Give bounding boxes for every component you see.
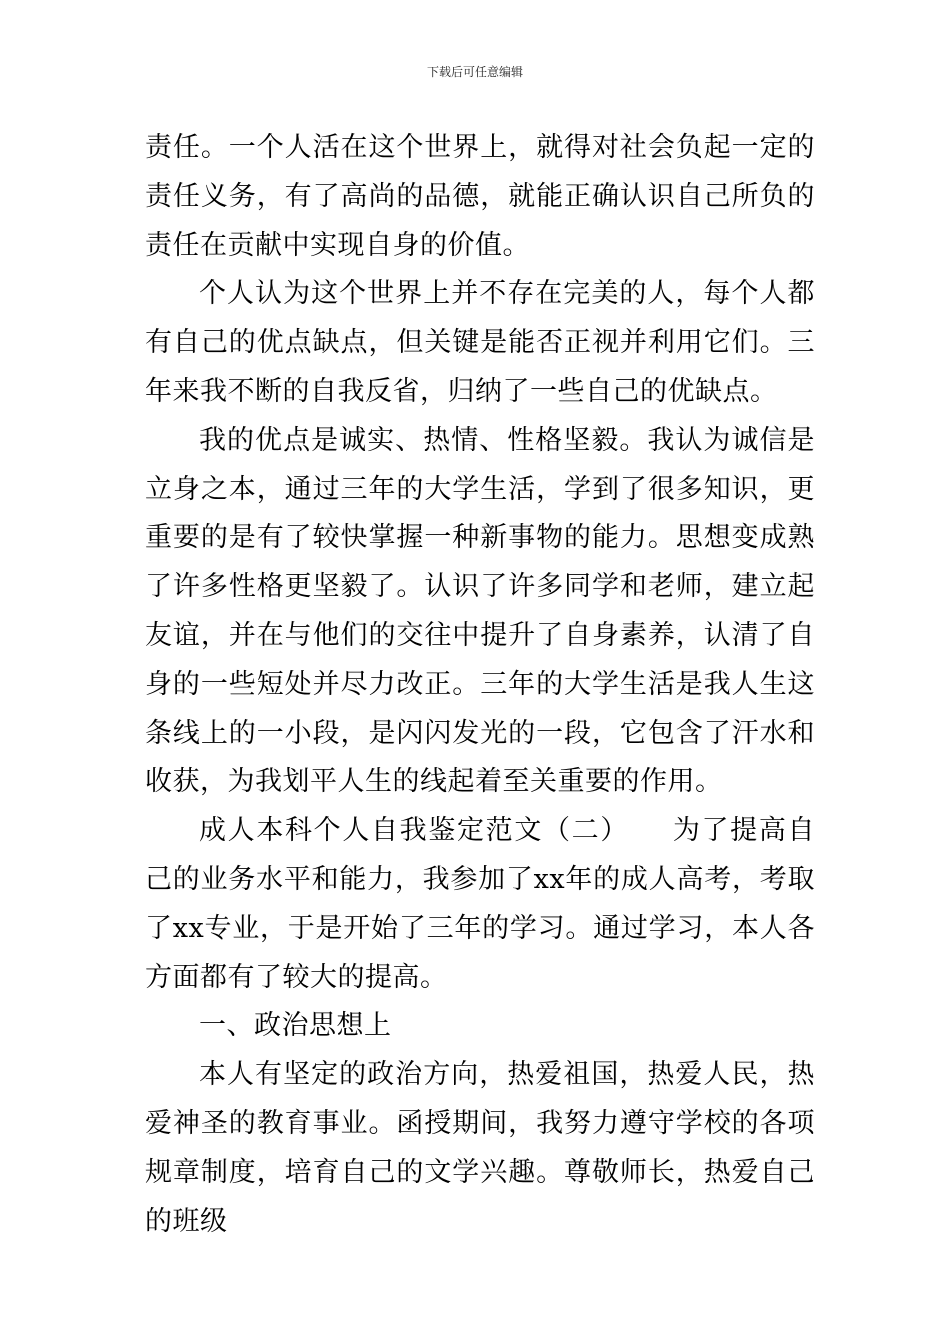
paragraph-imperfection: 个人认为这个世界上并不存在完美的人，每个人都有自己的优点缺点，但关键是能否正视并利用它们。三年来我不断的自我反省，归纳了一些自己的优缺点。: [145, 278, 815, 407]
document-body: [145, 124, 815, 1246]
paragraph-sample-two-intro: 成人本科个人自我鉴定范文（二） 为了提高自己的业务水平和能力，我参加了xx年的成人高考，考取了xx专业，于是开始了三年的学习。通过学习，本人各方面都有了较大的提高。: [145, 815, 815, 993]
section-heading-politics: 一、政治思想上: [199, 1010, 392, 1042]
page-header: 下载后可任意编辑: [426, 65, 523, 79]
paragraph-politics: 本人有坚定的政治方向，热爱祖国，热爱人民，热爱神圣的教育事业。函授期间，我努力遵守学校的各项规章制度，培育自己的文学兴趣。尊敬师长，热爱自己的班级: [145, 1059, 815, 1237]
paragraph-continuation: 责任。一个人活在这个世界上，就得对社会负起一定的责任义务，有了高尚的品德，就能正确认识自己所负的责任在贡献中实现自身的价值。: [145, 132, 815, 261]
paragraph-strengths: 我的优点是诚实、热情、性格坚毅。我认为诚信是立身之本，通过三年的大学生活，学到了很多知识，更重要的是有了较快掌握一种新事物的能力。思想变成熟了许多性格更坚毅了。认识了许多同学和老师，建立起友谊，并在与他们的交往中提升了自身素养，认清了自身的一些短处并尽力改正。三年的大学生活是我人生这条线上的一小段，是闪闪发光的一段，它包含了汗水和收获，为我划平人生的线起着至关重要的作用。: [145, 424, 815, 798]
